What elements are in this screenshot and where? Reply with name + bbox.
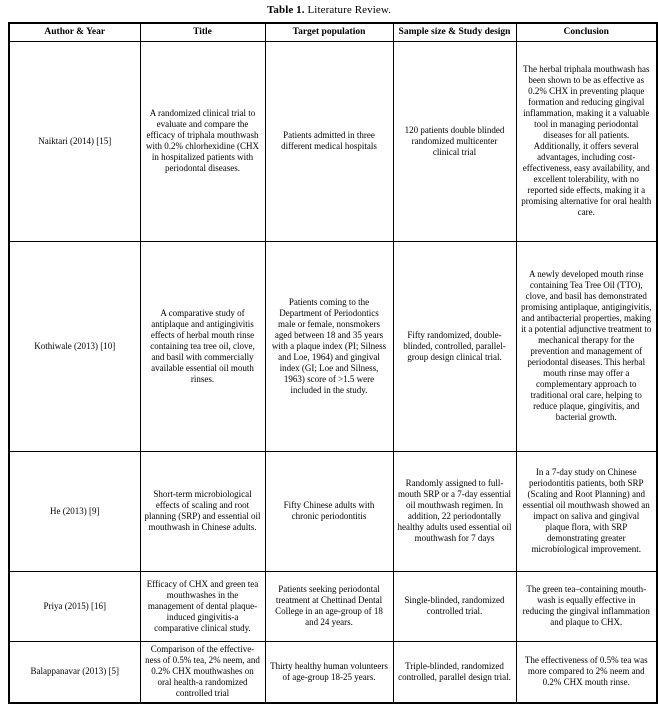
col-header-title: Title bbox=[140, 23, 265, 41]
col-header-author-year: Author & Year bbox=[9, 23, 140, 41]
table-caption bbox=[0, 4, 658, 17]
cell-author-year: Balappanavar (2013) [5] bbox=[9, 641, 140, 703]
table-row bbox=[9, 571, 657, 641]
cell-target-population: Patients seeking periodontal treatment at Chettinad Dental College in an age-group of 18 and 24 years. bbox=[265, 571, 393, 641]
cell-sample-size-design: Triple-blinded, randomized controlled, parallel design trial. bbox=[393, 641, 516, 703]
table-caption-label: Table 1. bbox=[266, 4, 305, 16]
literature-review-table bbox=[8, 22, 658, 704]
cell-author-year: Kothiwale (2013) [10] bbox=[9, 241, 140, 451]
table-row bbox=[9, 641, 657, 703]
cell-conclusion: The effectiveness of 0.5% tea was more compared to 2% neem and 0.2% CHX mouth rinse. bbox=[516, 641, 657, 703]
cell-author-year: Priya (2015) [16] bbox=[9, 571, 140, 641]
cell-title: Efficacy of CHX and green tea mouthwashes in the management of dental plaque-induced gingivitis-a comparative clinical study. bbox=[140, 571, 265, 641]
cell-title: A comparative study of antiplaque and antigingivitis effects of herbal mouth rinse containing tea tree oil, clove, and basil with commercially available essential oil mouth rinses. bbox=[140, 241, 265, 451]
col-header-conclusion: Conclusion bbox=[516, 23, 657, 41]
cell-conclusion: A newly developed mouth rinse containing Tea Tree Oil (TTO), clove, and basil has demonstrated promising antiplaque, antigingivitis, and antibacterial properties, making it a potential adjunctive treatment to mechanical therapy for the prevention and management of periodontal diseases. This herbal mouth rinse may offer a complementary approach to traditional oral care, helping to reduce plaque, gingivitis, and bacterial growth. bbox=[516, 241, 657, 451]
cell-title: A randomized clinical trial to evaluate and compare the efficacy of triphala mouthwash with 0.2% chlorhexidine (CHX in hospitalized patients with periodontal diseases. bbox=[140, 41, 265, 241]
col-header-sample-size-design: Sample size & Study design bbox=[393, 23, 516, 41]
table-row bbox=[9, 41, 657, 241]
cell-sample-size-design: Randomly assigned to full-mouth SRP or a 7-day essential oil mouthwash regimen. In addition, 22 periodontally healthy adults used essential oil mouthwash for 7 days bbox=[393, 451, 516, 571]
cell-title: Short-term microbiological effects of scaling and root planning (SRP) and essential oil mouthwash in Chinese adults. bbox=[140, 451, 265, 571]
col-header-target-population: Target population bbox=[265, 23, 393, 41]
cell-title: Comparison of the effective-ness of 0.5% tea, 2% neem, and 0.2% CHX mouthwashes on oral health-a randomized controlled trial bbox=[140, 641, 265, 703]
cell-conclusion: The herbal triphala mouthwash has been shown to be as effective as 0.2% CHX in preventing plaque formation and reducing gingival inflammation, making it a valuable tool in managing periodontal diseases for all patients. Additionally, it offers several advantages, including cost-effectiveness, easy availability, and excellent tolerability, with no reported side effects, making it a promising alternative for oral health care. bbox=[516, 41, 657, 241]
cell-sample-size-design: 120 patients double blinded randomized multicenter clinical trial bbox=[393, 41, 516, 241]
cell-target-population: Thirty healthy human volunteers of age-group 18-25 years. bbox=[265, 641, 393, 703]
table-row bbox=[9, 451, 657, 571]
cell-target-population: Fifty Chinese adults with chronic periodontitis bbox=[265, 451, 393, 571]
header-row bbox=[9, 23, 657, 41]
cell-target-population: Patients admitted in three different medical hospitals bbox=[265, 41, 393, 241]
table-caption-text: Literature Review. bbox=[304, 4, 392, 16]
cell-author-year: He (2013) [9] bbox=[9, 451, 140, 571]
cell-conclusion: The green tea–containing mouth- wash is equally effective in reducing the gingival inflammation and plaque to CHX. bbox=[516, 571, 657, 641]
table-row bbox=[9, 241, 657, 451]
cell-target-population: Patients coming to the Department of Periodontics male or female, nonsmokers aged between 18 and 35 years with a plaque index (PI; Silness and Loe, 1964) and gingival index (GI; Loe and Silness, 1963) score of >1.5 were included in the study. bbox=[265, 241, 393, 451]
cell-sample-size-design: Single-blinded, randomized controlled trial. bbox=[393, 571, 516, 641]
cell-sample-size-design: Fifty randomized, double-blinded, controlled, parallel-group design clinical trial. bbox=[393, 241, 516, 451]
cell-conclusion: In a 7-day study on Chinese periodontitis patients, both SRP (Scaling and Root Planning) and essential oil mouthwash showed an impact on saliva and gingival plaque flora, with SRP demonstrating greater microbiological improvement. bbox=[516, 451, 657, 571]
cell-author-year: Naiktari (2014) [15] bbox=[9, 41, 140, 241]
